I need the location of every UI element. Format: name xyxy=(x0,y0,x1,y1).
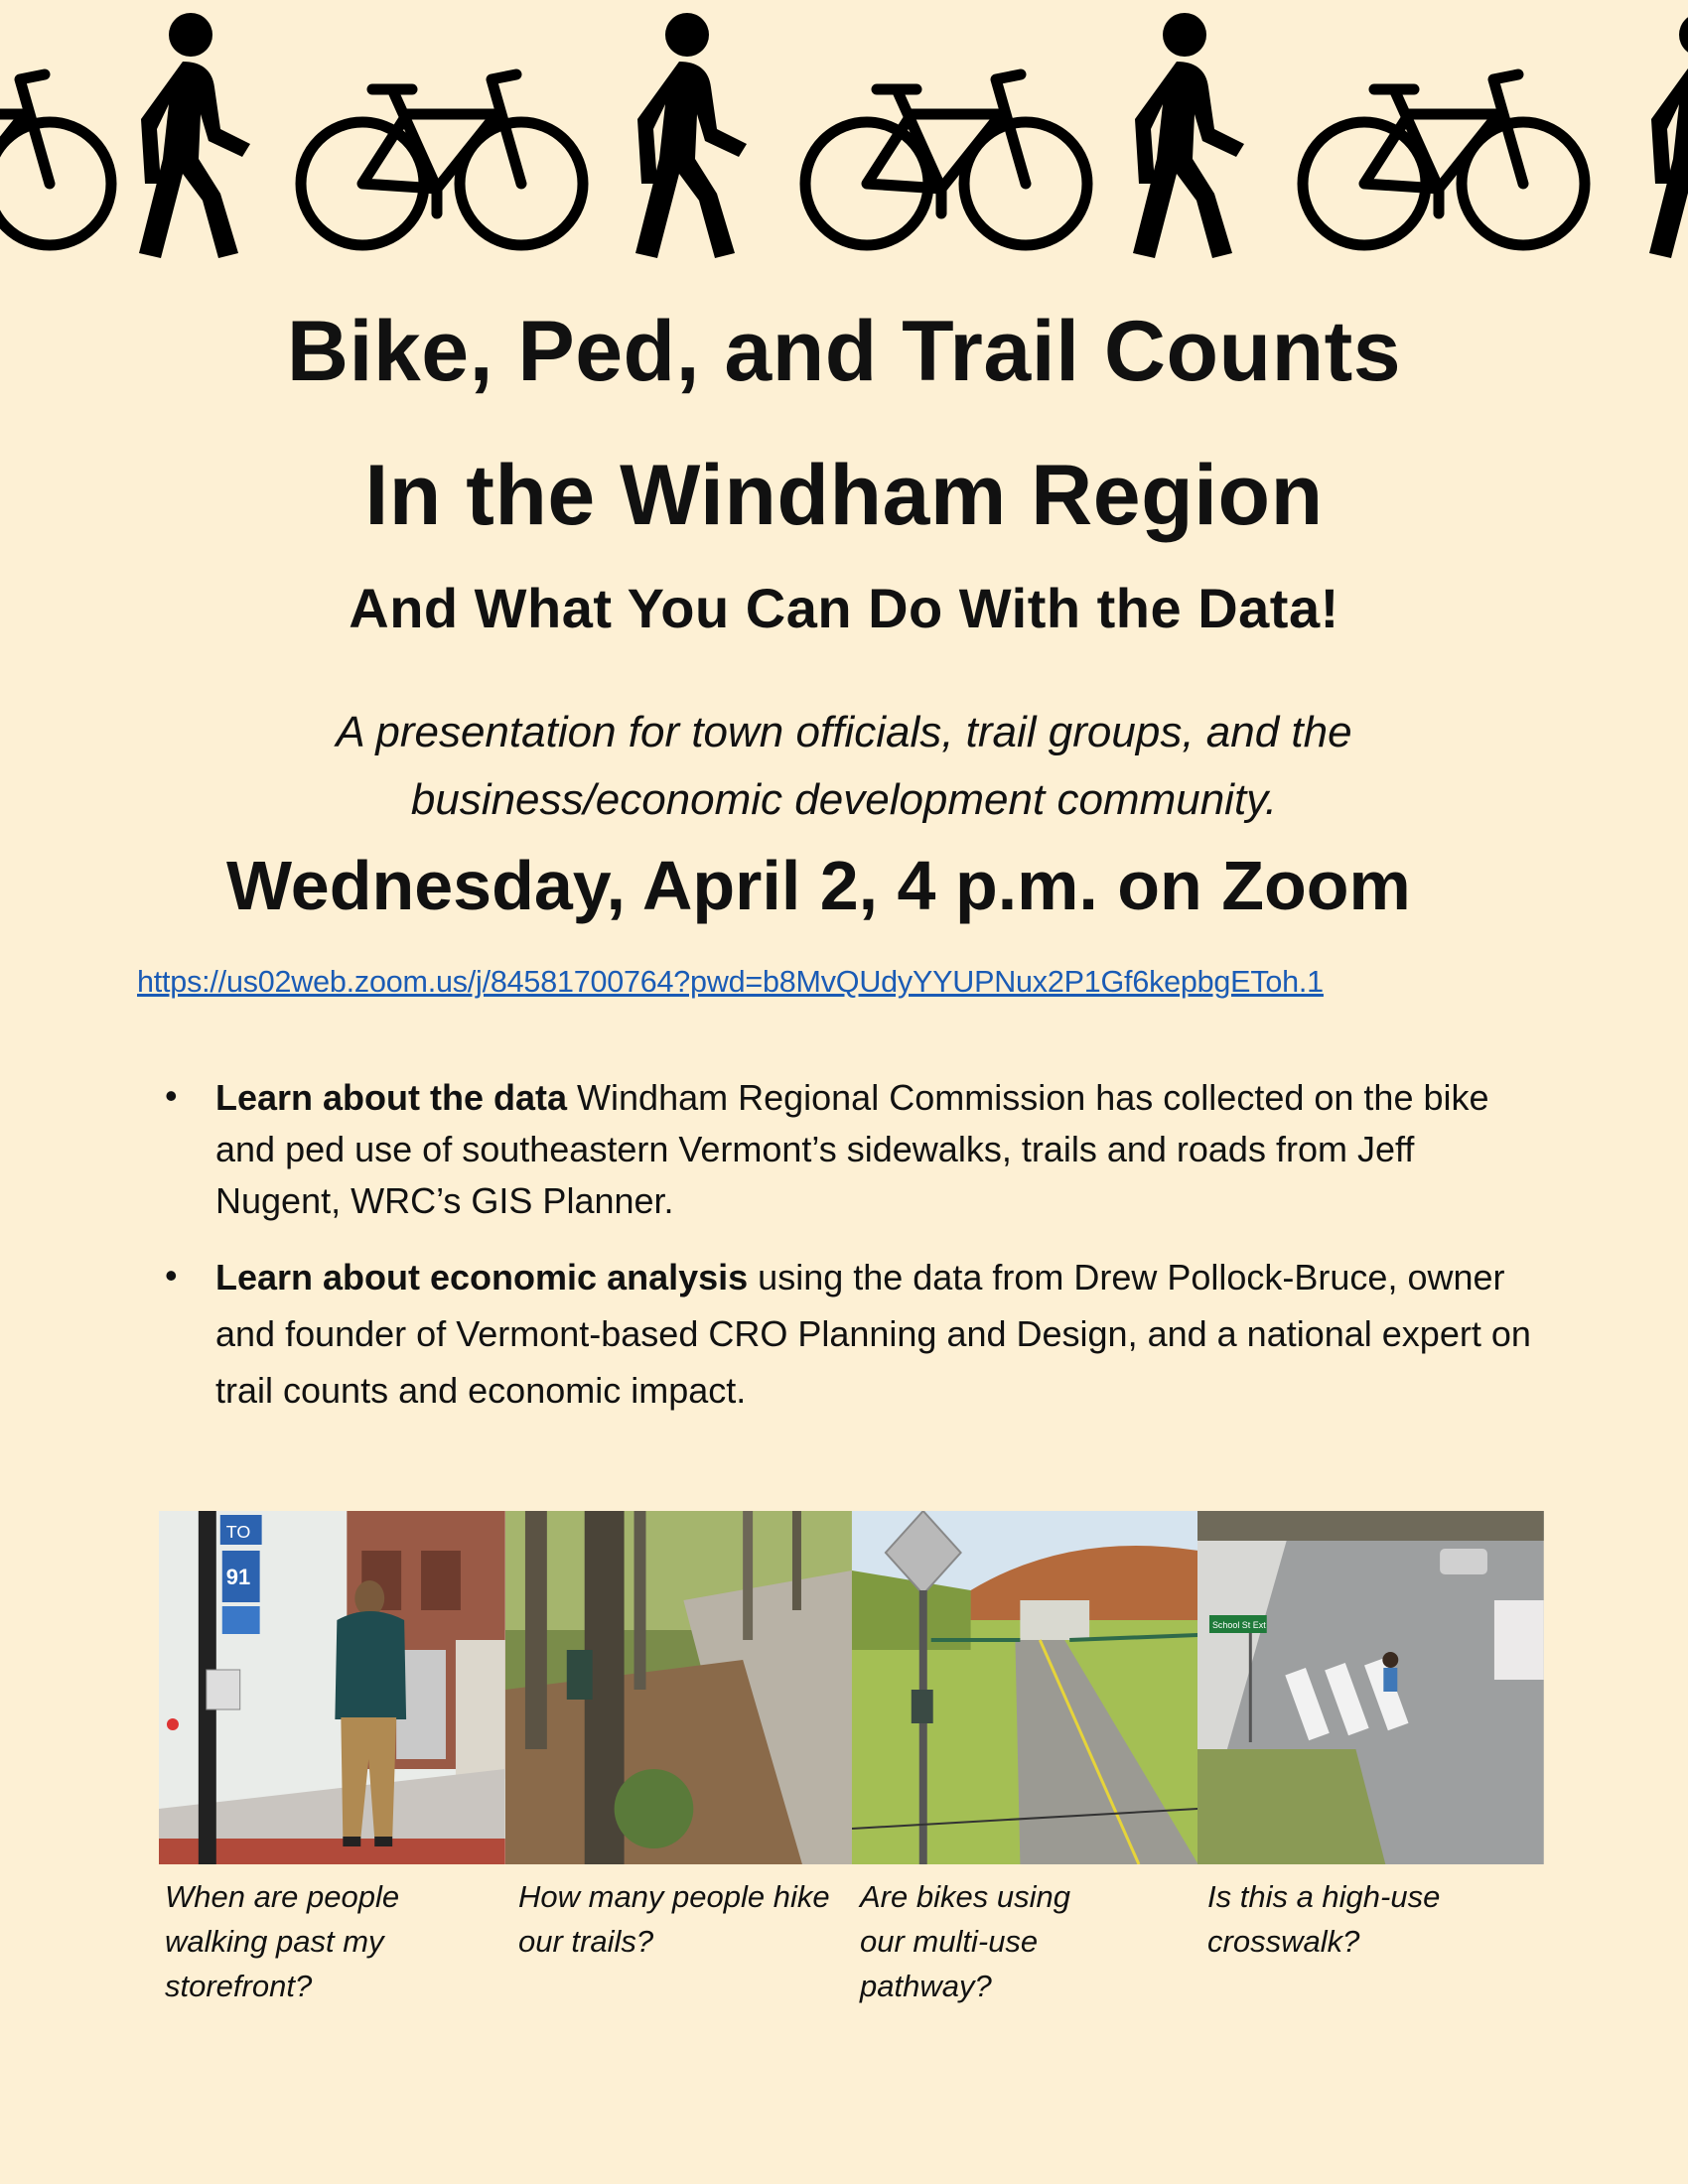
bullet-icon: • xyxy=(165,1255,178,1296)
bicycle-icon xyxy=(301,74,583,245)
list-item xyxy=(159,1249,1549,1419)
bullet-text: Windham Regional Commission has collected on the bike and ped use of southeastern Vermont’s sidewalks, trails and roads from Jeff Nugent, WRC’s GIS Planner. xyxy=(215,1077,1489,1221)
caption-storefront: When are people walking past my storefront? xyxy=(165,1879,400,2003)
zoom-link[interactable]: https://us02web.zoom.us/j/84581700764?pwd=b8MvQUdyYYUPNux2P1Gf6kepbgEToh.1 xyxy=(137,965,1324,999)
bicycle-icon xyxy=(1303,74,1585,245)
page-subtitle: And What You Can Do With the Data! xyxy=(349,577,1339,639)
list-item xyxy=(159,1072,1549,1227)
bullet-bold: Learn about economic analysis xyxy=(215,1257,749,1297)
photo-storefront xyxy=(159,1511,505,1864)
sign-route: 91 xyxy=(225,1564,251,1590)
bullet-list xyxy=(159,1072,1549,1419)
caption-crosswalk: Is this a high-use crosswalk? xyxy=(1207,1879,1441,1959)
photo-strip xyxy=(159,1511,1544,1864)
pedestrian-icon xyxy=(139,13,250,258)
bullet-bold: Learn about the data xyxy=(215,1077,568,1118)
page-title-line2: In the Windham Region xyxy=(364,448,1324,543)
photo-trail xyxy=(505,1511,852,1864)
page-title-line1: Bike, Ped, and Trail Counts xyxy=(286,304,1402,399)
photo-crosswalk xyxy=(1197,1511,1544,1864)
bike-ped-icon-banner xyxy=(0,0,1688,268)
bicycle-icon xyxy=(805,74,1087,245)
bullet-icon: • xyxy=(165,1075,178,1116)
street-sign: School St Ext xyxy=(1212,1619,1266,1631)
bullet-text: using the data from Drew Pollock-Bruce, owner and founder of Vermont-based CRO Planning and Design, and a national expert on trail counts and economic impact. xyxy=(215,1257,1531,1411)
description-line1: A presentation for town officials, trail groups, and the xyxy=(336,708,1352,756)
bicycle-icon xyxy=(0,74,111,245)
pedestrian-icon xyxy=(1649,13,1688,258)
pedestrian-icon xyxy=(635,13,747,258)
pedestrian-icon xyxy=(1133,13,1244,258)
caption-trail: How many people hike our trails? xyxy=(518,1879,830,1959)
description-line2: business/economic development community. xyxy=(410,775,1278,824)
event-date: Wednesday, April 2, 4 p.m. on Zoom xyxy=(226,847,1411,924)
description xyxy=(0,699,1688,834)
photo-pathway xyxy=(852,1511,1198,1864)
caption-pathway: Are bikes using our multi-use pathway? xyxy=(860,1879,1070,2003)
sign-to: TO xyxy=(225,1521,251,1543)
